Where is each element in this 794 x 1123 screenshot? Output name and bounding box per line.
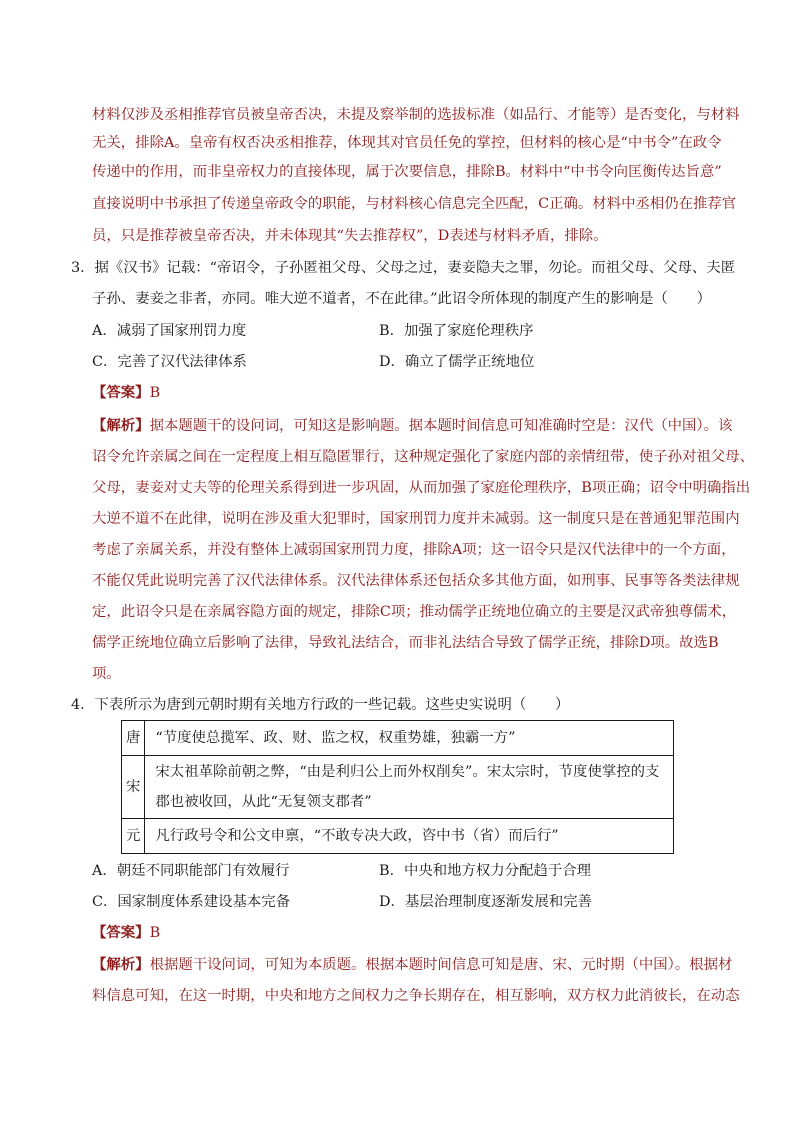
analysis-line: 诏令允许亲属之间在一定程度上相互隐匿罪行，这种规定强化了家庭内部的亲情纽带，使子孙对祖父母、 bbox=[92, 449, 754, 465]
record-text: 宋太祖革除前朝之弊，“由是利归公上而外权削矣”。宋太宗时，节度使掌控的支 bbox=[155, 764, 660, 780]
analysis-line: 传递中的作用，而非皇帝权力的直接体现，属于次要信息，排除B。材料中“中书令向匡衡传达旨意” bbox=[92, 164, 722, 180]
question-3-stem: 3．据《汉书》记载：“帝诏令，子孙匿祖父母、父母之过，妻妾隐夫之罪，勿论。而祖父母、父母、夫匿 bbox=[71, 260, 736, 276]
answer-value: B bbox=[149, 385, 161, 401]
analysis-line: 大逆不道不在此律，说明在涉及重大犯罪时，国家刑罚力度并未减弱。这一制度只是在普通犯罪范围内 bbox=[92, 511, 740, 527]
analysis-label: 【解析】 bbox=[92, 417, 150, 434]
record-text: 郡也被收回，从此“无复领支郡者” bbox=[155, 794, 372, 810]
analysis-line: 儒学正统地位确立后影响了法律，导致礼法结合，而非礼法结合导致了儒学正统，排除D项。故选B bbox=[92, 635, 719, 651]
q4-option-c[interactable]: C．国家制度体系建设基本完备 bbox=[92, 894, 291, 910]
dynasty-cell: 宋 bbox=[122, 756, 145, 819]
q3-option-a[interactable]: A．减弱了国家刑罚力度 bbox=[92, 323, 247, 339]
q4-option-b[interactable]: B．中央和地方权力分配趋于合理 bbox=[379, 863, 592, 879]
analysis-line: 材料仅涉及丞相推荐官员被皇帝否决，未提及察举制的选拔标准（如品行、才能等）是否变化，与材料 bbox=[92, 107, 740, 123]
q4-answer bbox=[92, 923, 160, 943]
analysis-line: 定，此诏令只是在亲属容隐方面的规定，排除C项；推动儒学正统地位确立的主要是汉武帝独尊儒术， bbox=[92, 604, 737, 620]
analysis-line: 项。 bbox=[92, 666, 121, 682]
analysis-label: 【解析】 bbox=[92, 956, 150, 973]
record-text: 凡行政号令和公文申禀，“不敢专决大政，咨中书（省）而后行” bbox=[155, 828, 559, 844]
analysis-line: 员，只是推荐被皇帝否决，并未体现其“失去推荐权”，D表述与材料矛盾，排除。 bbox=[92, 228, 608, 244]
table-row bbox=[122, 819, 674, 854]
analysis-line: 根据题干设问词，可知为本质题。根据本题时间信息可知是唐、宋、元时期（中国）。根据材 bbox=[149, 957, 733, 973]
q3-option-d[interactable]: D．确立了儒学正统地位 bbox=[379, 354, 535, 370]
answer-label: 【答案】 bbox=[92, 924, 150, 941]
answer-label: 【答案】 bbox=[92, 384, 150, 401]
question-3-stem: 子孙、妻妾之非者，亦同。唯大逆不道者，不在此律。”此诏令所体现的制度产生的影响是（ ） bbox=[92, 291, 711, 307]
q3-answer bbox=[92, 383, 160, 403]
analysis-line: 料信息可知，在这一时期，中央和地方之间权力之争长期存在，相互影响，双方权力此消彼长，在动态 bbox=[92, 988, 740, 1004]
record-cell bbox=[145, 819, 674, 854]
q3-analysis-first bbox=[92, 416, 732, 436]
q4-analysis-first bbox=[92, 955, 732, 975]
record-text: “节度使总揽军、政、财、监之权，权重势雄，独霸一方” bbox=[155, 730, 516, 746]
q3-option-b[interactable]: B．加强了家庭伦理秩序 bbox=[379, 323, 534, 339]
table-row bbox=[122, 756, 674, 819]
dynasty-cell: 元 bbox=[122, 819, 145, 854]
analysis-line: 父母，妻妾对丈夫等的伦理关系得到进一步巩固，从而加强了家庭伦理秩序，B项正确；诏令中明确指出 bbox=[92, 480, 751, 496]
q4-option-a[interactable]: A．朝廷不同职能部门有效履行 bbox=[92, 863, 290, 879]
record-cell bbox=[145, 721, 674, 756]
record-cell bbox=[145, 756, 674, 819]
q3-option-c[interactable]: C．完善了汉代法律体系 bbox=[92, 354, 247, 370]
analysis-line: 据本题题干的设问词，可知这是影响题。据本题时间信息可知准确时空是：汉代（中国）。该 bbox=[149, 418, 733, 434]
analysis-line: 考虑了亲属关系，并没有整体上减弱国家刑罚力度，排除A项；这一诏令只是汉代法律中的一个方面， bbox=[92, 542, 736, 558]
q4-option-d[interactable]: D．基层治理制度逐渐发展和完善 bbox=[379, 894, 593, 910]
question-4-stem: 4．下表所示为唐到元朝时期有关地方行政的一些记载。这些史实说明（ ） bbox=[71, 697, 570, 713]
analysis-line: 直接说明中书承担了传递皇帝政令的职能，与材料核心信息完全匹配，C正确。材料中丞相仍在推荐官 bbox=[92, 196, 737, 212]
analysis-line: 无关，排除A。皇帝有权否决丞相推荐，体现其对官员任免的掌控，但材料的核心是“中书令”在政令 bbox=[92, 135, 722, 151]
answer-value: B bbox=[149, 925, 161, 941]
dynasty-cell: 唐 bbox=[122, 721, 145, 756]
analysis-line: 不能仅凭此说明完善了汉代法律体系。汉代法律体系还包括众多其他方面，如刑事、民事等各类法律规 bbox=[92, 573, 740, 589]
table-row bbox=[122, 721, 674, 756]
history-table bbox=[121, 720, 674, 854]
